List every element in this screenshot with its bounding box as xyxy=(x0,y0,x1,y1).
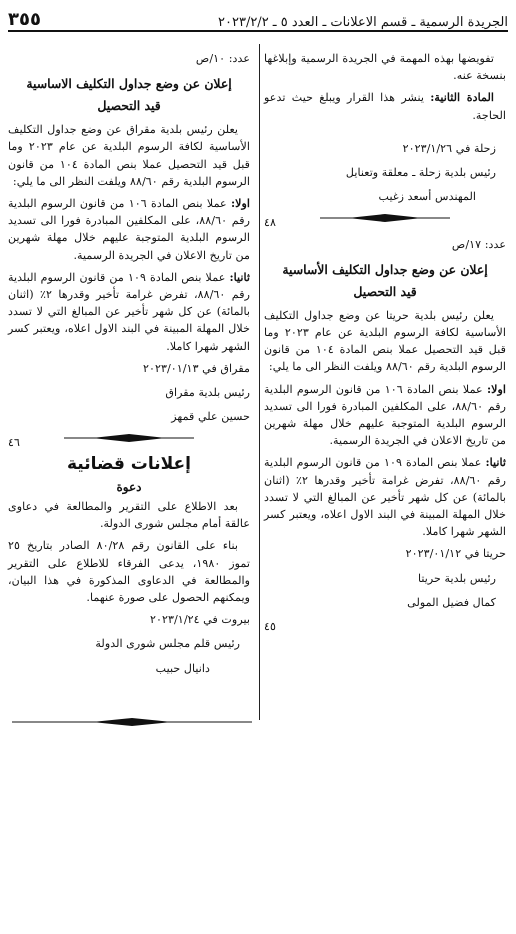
second-clause-text: عملا بنص المادة ١٠٩ من قانون الرسوم البلدية رقم ٨٨/٦٠، تفرض غرامة تأخير وقدرها ٢٪ (اثنان بالمائة) عن كل شهر تأخير عن المبالغ التي لا تسدد خلال المهلة المبينة في البند الاول اعلاه، ويعتبر كسر الشهر شهرا كاملا. xyxy=(8,270,250,353)
notice-second-clause xyxy=(264,454,506,540)
first-clause-text: عملا بنص المادة ١٠٦ من قانون الرسوم البلدية رقم ٨٨/٦٠، على المكلفين المبادرة فورا الى تسديد الرسوم البلدية المتوجبة عليهم خلال مهلة شهرين من تاريخ الاعلان في الجريدة الرسمية. xyxy=(264,382,506,448)
header-title: الجريدة الرسمية ـ قسم الاعلانات ـ العدد ٥ ـ ٢٠٢٣/٢/٢ xyxy=(218,15,508,30)
signature-name: كمال فضيل المولى xyxy=(407,595,496,609)
signature-title: رئيس قلم مجلس شورى الدولة xyxy=(95,637,240,651)
signature-title: رئيس بلدية حريتا xyxy=(417,571,496,585)
notice-ref-number: ٤٨ xyxy=(264,216,277,230)
first-clause-text: عملا بنص المادة ١٠٦ من قانون الرسوم البلدية رقم ٨٨/٦٠، على المكلفين المبادرة فورا الى تسديد الرسوم البلدية المتوجبة عليهم خلال مهلة شهرين من تاريخ الاعلان في الجريدة الرسمية. xyxy=(8,197,250,262)
notice-title xyxy=(8,73,250,117)
notice-second-clause xyxy=(8,269,250,355)
second-clause-label: ثانيا: xyxy=(229,269,250,284)
notice-intro: يعلن رئيس بلدية مقراق عن وضع جداول التكليف الأساسية لكافة الرسوم البلدية عن عام ٢٠٢٣ وما قبل قيد التحصيل عملا بنص المادة ١٠٤ من قانون الرسوم البلدية رقم ٨٨/٦٠ ويلفت النظر الى ما يلي: xyxy=(8,123,250,188)
notice-title-line-1: إعلان عن وضع جداول التكليف الاساسية xyxy=(26,76,232,92)
first-clause-label: اولا: xyxy=(230,196,250,211)
signature-date: حريتا في ٢٠٢٣/٠١/١٢ xyxy=(405,547,506,561)
signature-title: رئيس بلدية زحلة ـ معلقة وتعنايل xyxy=(345,166,496,180)
continued-paragraph: تفويضها بهذه المهمة في الجريدة الرسمية وإبلاغها بنسخة عنه. xyxy=(264,52,506,83)
notice-title-line-2: قيد التحصيل xyxy=(353,283,417,299)
notice-first-clause xyxy=(264,381,506,450)
right-column xyxy=(264,50,506,635)
notice-first-clause xyxy=(8,195,250,264)
notice-number: عدد: ١٠/ص xyxy=(195,52,250,65)
article-two-text: ينشر هذا القرار ويبلغ حيث تدعو الحاجة. xyxy=(264,91,506,122)
judicial-paragraph-1: بعد الاطلاع على التقرير والمطالعة في دعاوى عالقة أمام مجلس شورى الدولة. xyxy=(8,500,250,531)
notice-title-line-1: إعلان عن وضع جداول التكليف الأساسية xyxy=(282,261,488,277)
notice-intro: يعلن رئيس بلدية حريتا عن وضع جداول التكليف الأساسية لكافة الرسوم البلدية عن عام ٢٠٢٣ وما قبل قيد التحصيل عملا بنص المادة ١٠٤ من قانون الرسوم البلدية رقم ٨٨/٦٠ ويلفت النظر الى ما يلي: xyxy=(264,308,506,374)
bottom-separator xyxy=(12,712,252,731)
second-clause-text: عملا بنص المادة ١٠٩ من قانون الرسوم البلدية رقم ٨٨/٦٠، تفرض غرامة تأخير وقدرها ٢٪ (اثنان بالمائة) عن كل شهر تأخير عن المبالغ التي لا تسدد خلال المهلة المبينة في البند الاول اعلاه، ويعتبر كسر الشهر شهرا كاملا. xyxy=(264,456,506,539)
notice-number: عدد: ١٧/ص xyxy=(451,237,506,251)
section-title: إعلانات قضائية xyxy=(66,453,191,474)
notice-ref-number: ٤٦ xyxy=(8,436,21,450)
signature-date: مقراق في ٢٠٢٣/٠١/١٣ xyxy=(142,361,250,375)
column-divider xyxy=(259,44,260,720)
page-number: ٣٥٥ xyxy=(8,9,41,30)
signature-name: حسين علي قمهز xyxy=(171,410,250,424)
notice-ref-number: ٤٥ xyxy=(264,620,277,634)
notice-title-line-2: قيد التحصيل xyxy=(97,98,161,114)
article-two xyxy=(264,89,506,123)
left-column xyxy=(8,50,250,684)
first-clause-label: اولا: xyxy=(486,381,506,396)
article-two-label: المادة الثانية: xyxy=(430,90,494,105)
sub-title: دعوة xyxy=(116,479,142,494)
page-header xyxy=(8,6,508,32)
signature-date: بيروت في ٢٠٢٣/١/٢٤ xyxy=(150,613,250,627)
second-clause-label: ثانيا: xyxy=(485,455,506,470)
notice-title xyxy=(264,259,506,303)
judicial-paragraph-2: بناء على القانون رقم ٨٠/٢٨ الصادر بتاريخ ٢٥ تموز ١٩٨٠، يدعى الفرقاء للاطلاع على التقرير والمطالعة في الدعاوى المذكورة في هذا البيان، ويمكنهم الحصول على صورة عنهما. xyxy=(8,539,250,605)
signature-date: زحلة في ٢٠٢٣/١/٢٦ xyxy=(402,141,496,155)
signature-title: رئيس بلدية مقراق xyxy=(165,386,250,400)
signature-name: المهندس أسعد زغيب xyxy=(378,190,476,204)
signature-name: دانيال حبيب xyxy=(155,661,210,675)
